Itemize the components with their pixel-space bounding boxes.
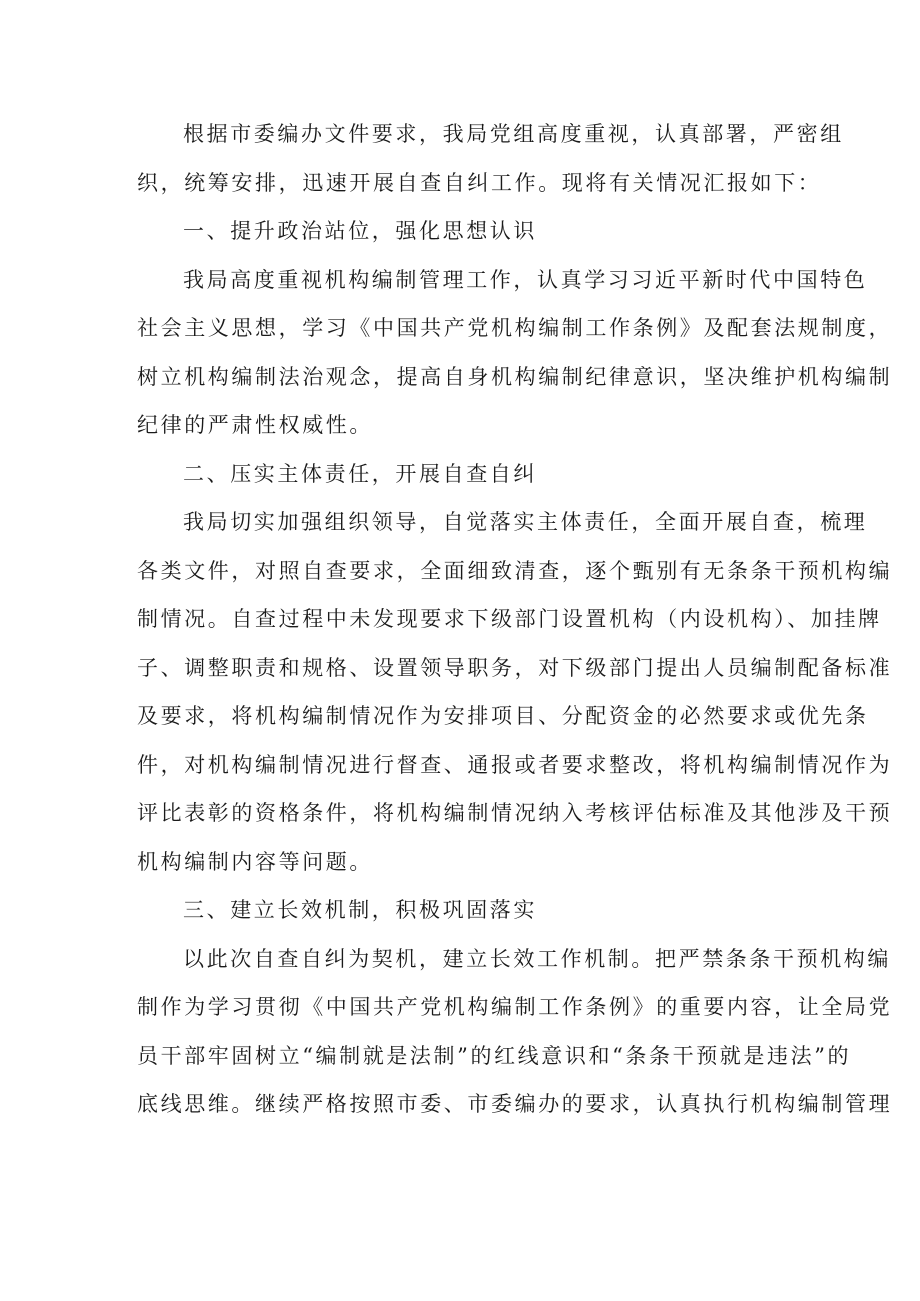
paragraph-line: 社会主义思想，学习《中国共产党机构编制工作条例》及配套法规制度， (137, 316, 893, 340)
paragraph-line: 机构编制内容等问题。 (137, 849, 373, 874)
paragraph-line: 各类文件，对照自查要求，全面细致清查，逐个甄别有无条条干预机构编 (137, 558, 893, 583)
paragraph-line: 件，对机构编制情况进行督查、通报或者要求整改，将机构编制情况作为 (137, 752, 893, 777)
paragraph-line: 我局切实加强组织领导，自觉落实主体责任，全面开展自查，梳理 (183, 510, 868, 534)
section-heading-3: 三、建立长效机制，积极巩固落实 (183, 898, 537, 922)
paragraph-line: 根据市委编办文件要求，我局党组高度重视，认真部署，严密组 (183, 122, 844, 146)
paragraph-line: 子、调整职责和规格、设置领导职务，对下级部门提出人员编制配备标准 (137, 655, 893, 680)
paragraph-line: 制作为学习贯彻《中国共产党机构编制工作条例》的重要内容，让全局党 (137, 995, 893, 1019)
section-heading-2: 二、压实主体责任，开展自查自纠 (183, 461, 537, 486)
paragraph-line: 树立机构编制法治观念，提高自身机构编制纪律意识，坚决维护机构编制 (137, 364, 893, 389)
paragraph-line: 以此次自查自纠为契机，建立长效工作机制。把严禁条条干预机构编 (183, 946, 891, 971)
paragraph-line: 织，统筹安排，迅速开展自查自纠工作。现将有关情况汇报如下： (137, 170, 822, 195)
paragraph-line: 纪律的严肃性权威性。 (137, 413, 373, 437)
paragraph-line: 制情况。自查过程中未发现要求下级部门设置机构（内设机构）、加挂牌 (137, 607, 882, 631)
paragraph-line: 员干部牢固树立“编制就是法制”的红线意识和“条条干预就是违法”的 (137, 1043, 852, 1068)
paragraph-line: 底线思维。继续严格按照市委、市委编办的要求，认真执行机构编制管理 (137, 1092, 893, 1116)
paragraph-line: 我局高度重视机构编制管理工作，认真学习习近平新时代中国特色 (183, 267, 868, 292)
paragraph-line: 及要求，将机构编制情况作为安排项目、分配资金的必然要求或优先条 (137, 704, 869, 728)
paragraph-line: 评比表彰的资格条件，将机构编制情况纳入考核评估标准及其他涉及干预 (137, 801, 893, 825)
section-heading-1: 一、提升政治站位，强化思想认识 (183, 219, 537, 243)
document-body (137, 118, 893, 1137)
